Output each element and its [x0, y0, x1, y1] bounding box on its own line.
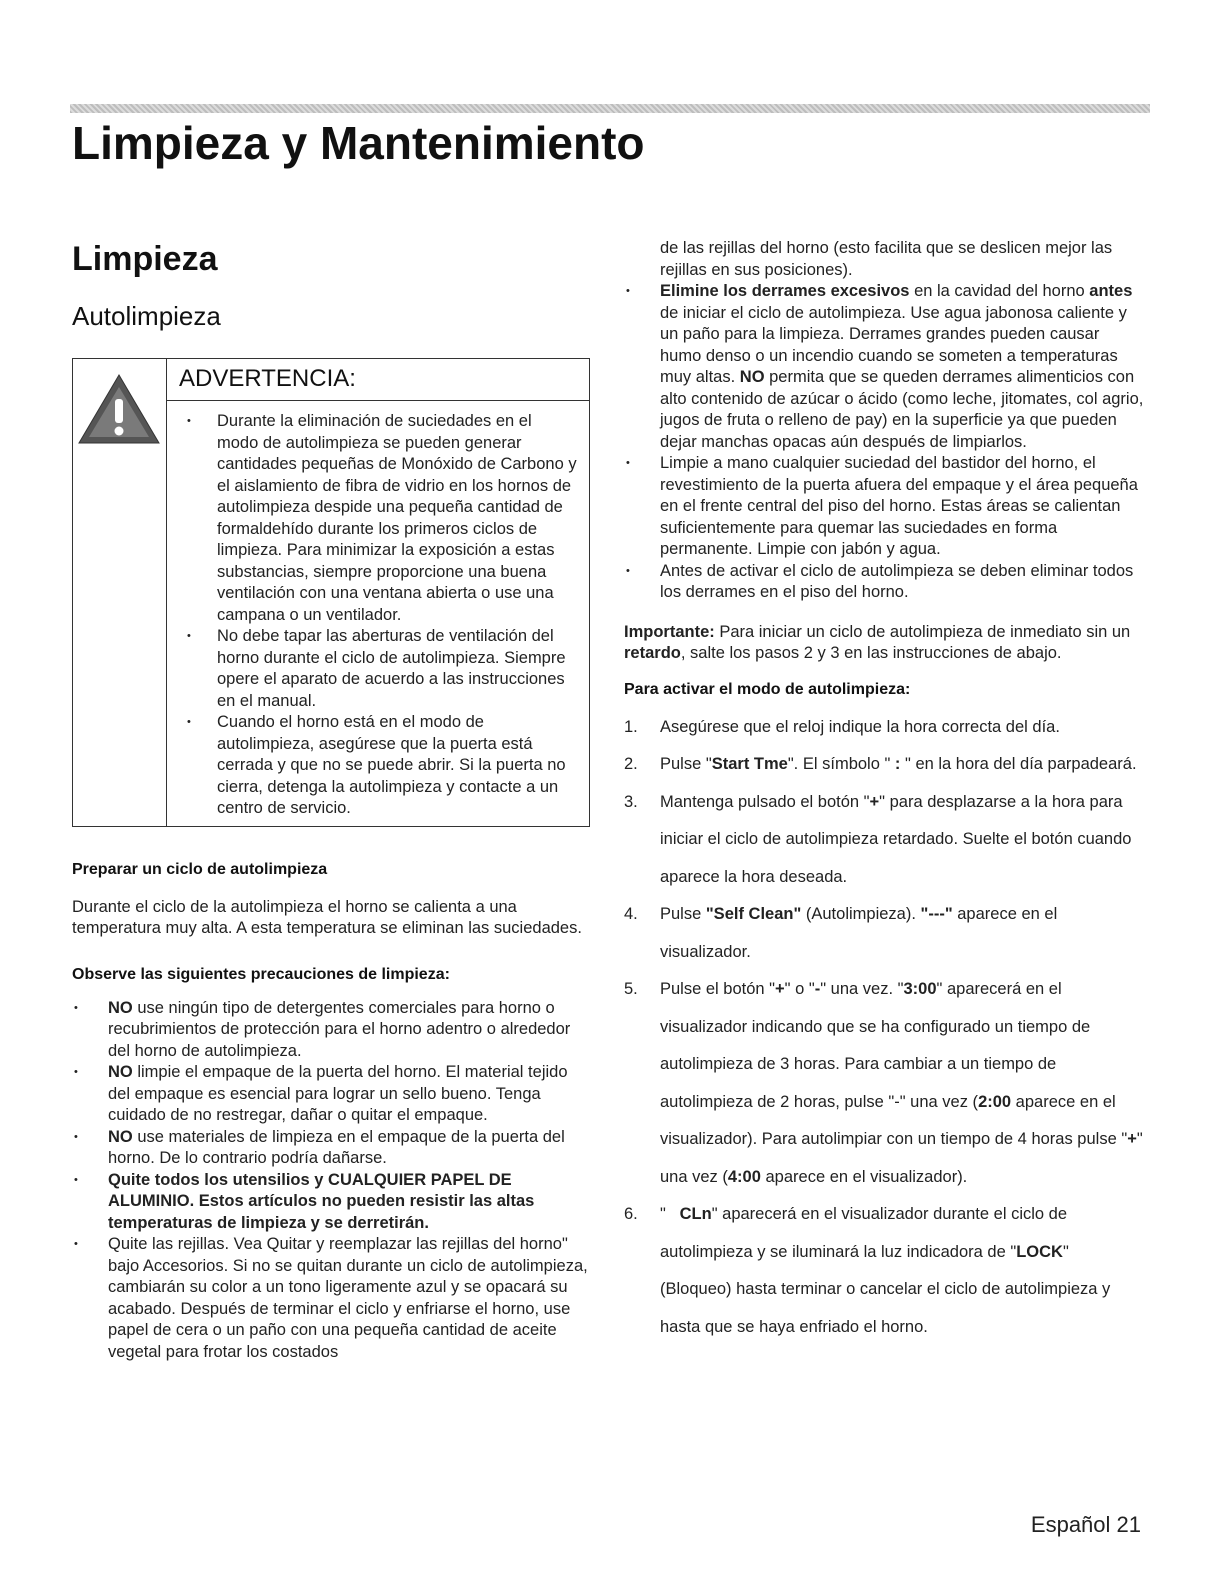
precaution-item	[72, 1234, 590, 1363]
precaution-item	[624, 281, 1144, 453]
precaution-item	[72, 1127, 590, 1170]
precaution-text: Quite todos los utensilios y CUALQUIER PAPEL DE ALUMINIO. Estos artículos no pueden resistir las altas temperaturas de limpieza y se derretirán.	[108, 1170, 535, 1232]
emphasis: NO	[108, 1063, 133, 1081]
warning-icon-cell	[73, 359, 167, 826]
activate-heading: Para activar el modo de autolimpieza:	[624, 680, 911, 698]
precaution-text: Quite las rejillas. Vea Quitar y reemplazar las rejillas del horno" bajo Accesorios. Si no se quitan durante un ciclo de autolimpieza, cambiarán su color a un tono ligeramente azul y se opacará su acabado. Después de terminar el ciclo y enfriarse el horno, use papel de cera o un paño con una pequeña cantidad de aceite vegetal para frotar los costados	[108, 1235, 588, 1361]
left-column	[72, 240, 590, 1363]
emphasis: Start Tme	[711, 755, 788, 773]
precaution-text: de iniciar el ciclo de autolimpieza. Use agua jabonosa caliente y un paño para la limpieza. Derrames grandes pueden causar humo denso o un incendio cuando se someten a temperaturas muy altas.	[660, 303, 1127, 386]
header-rule	[70, 104, 1150, 113]
step-item	[624, 896, 1144, 971]
precaution-text: permita que se queden derrames alimenticios con alto contenido de azúcar o ácido (como leche, jitomates, col agrio, jugos de fruta o relleno de pay) en la superficie ya que pueden dejar manchas opacas aún después de limpiarlos.	[660, 368, 1144, 451]
important-label: Importante:	[624, 622, 715, 641]
step-text: Mantenga pulsado el botón "	[660, 792, 870, 811]
step-text: Pulse "	[660, 755, 712, 773]
step-number: 3.	[624, 792, 638, 811]
prepare-text: Durante el ciclo de la autolimpieza el horno se calienta a una temperatura muy alta. A esta temperatura se eliminan las suciedades.	[72, 897, 582, 937]
warning-list	[167, 401, 589, 826]
step-text: aparece en el visualizador).	[760, 1167, 968, 1186]
step-item	[624, 1196, 1144, 1346]
step-text: Pulse	[660, 905, 706, 923]
emphasis: NO	[108, 1127, 133, 1146]
page-title: Limpieza y Mantenimiento	[72, 117, 645, 169]
step-text: " una vez (	[660, 1130, 1143, 1186]
step-text: "	[660, 1205, 680, 1223]
emphasis: "---"	[920, 905, 953, 923]
step-text: Asegúrese que el reloj indique la hora correcta del día.	[660, 717, 1060, 736]
warning-box	[72, 358, 590, 827]
important-text: , salte los pasos 2 y 3 en las instrucciones de abajo.	[680, 644, 1062, 662]
steps-list	[624, 709, 1144, 1347]
emphasis: +	[869, 792, 880, 811]
warning-body	[167, 359, 589, 826]
warning-item: • No debe tapar las aberturas de ventilación del horno durante el ciclo de autolimpieza. Siempre opere el aparato de acuerdo a las instrucciones en el manual.	[179, 626, 577, 712]
warning-item: • Durante la eliminación de suciedades en el modo de autolimpieza se pueden generar cantidades pequeñas de Monóxido de Carbono y el aislamiento de fibra de vidrio en los hornos de autolimpieza despide una pequeña cantidad de formaldehído durante los primeros ciclos de limpieza. Para minimizar la exposición a estas substancias, siempre proporcione una buena ventilación con una ventana abierta o use una campana o un ventilador.	[179, 411, 577, 626]
step-text: ". El símbolo "	[787, 755, 895, 773]
precaution-text: limpie el empaque de la puerta del horno. El material tejido del empaque es esencial para lograr un sello bueno. Tenga cuidado de no restregar, dañar o quitar el empaque.	[108, 1063, 568, 1124]
step-text: (Autolimpieza).	[801, 905, 921, 923]
emphasis: 2:00	[978, 1092, 1012, 1111]
step-text: " para desplazarse a la hora para iniciar el ciclo de autolimpieza retardado. Suelte el botón cuando aparece la hora deseada.	[660, 792, 1132, 886]
warning-triangle-icon	[73, 371, 166, 451]
emphasis: :	[894, 755, 901, 773]
step-number: 5.	[624, 980, 638, 998]
step-text: " en la hora del día parpadeará.	[900, 755, 1137, 773]
precaution-item	[72, 1170, 590, 1235]
step-item	[624, 709, 1144, 747]
emphasis: 3:00	[903, 980, 937, 998]
step-text: aparece en el visualizador.	[660, 905, 1058, 961]
important-text: Para iniciar un ciclo de autolimpieza de inmediato sin un	[714, 622, 1131, 641]
warning-item: • Cuando el horno está en el modo de autolimpieza, asegúrese que la puerta está cerrada y que no se puede abrir. Si la puerta no cierra, detenga la autolimpieza y contacte a un centro de servicio.	[179, 712, 577, 820]
section-title: Limpieza	[72, 240, 218, 278]
precaution-text: de las rejillas del horno (esto facilita que se deslicen mejor las rejillas en sus posiciones).	[660, 239, 1113, 279]
step-text: " aparecerá en el visualizador durante el ciclo de autolimpieza y se iluminará la luz indicadora de "	[660, 1205, 1068, 1261]
emphasis: NO	[108, 998, 133, 1017]
emphasis: 4:00	[727, 1167, 761, 1186]
emphasis: NO	[739, 368, 765, 386]
step-text: aparece en el visualizador). Para autolimpiar con un tiempo de 4 horas pulse "	[660, 1092, 1128, 1148]
step-item	[624, 784, 1144, 897]
step-text: " una vez. "	[820, 980, 904, 998]
step-item	[624, 746, 1144, 784]
emphasis: retardo	[624, 644, 681, 662]
precautions-list-cont	[624, 238, 1144, 604]
step-text: " o "	[784, 980, 815, 998]
precaution-item-cont	[624, 238, 1144, 281]
step-number: 6.	[624, 1205, 638, 1223]
precaution-item	[624, 561, 1144, 604]
step-text: Pulse el botón "	[660, 980, 776, 998]
page-footer: Español 21	[1030, 1512, 1141, 1537]
emphasis: +	[775, 980, 785, 998]
precaution-item	[72, 1062, 590, 1127]
right-column	[624, 238, 1144, 1346]
warning-heading: ADVERTENCIA:	[167, 359, 589, 401]
emphasis: +	[1127, 1130, 1137, 1148]
precautions-heading: Observe las siguientes precauciones de limpieza:	[72, 965, 450, 983]
precaution-text: use ningún tipo de detergentes comerciales para horno o recubrimientos de protección para el horno adentro o alrededor del horno de autolimpieza.	[108, 998, 571, 1060]
emphasis: LOCK	[1016, 1242, 1063, 1261]
precaution-text: en la cavidad del horno	[909, 282, 1090, 300]
step-item	[624, 971, 1144, 1196]
emphasis: antes	[1089, 282, 1133, 300]
precautions-list	[72, 998, 590, 1364]
step-text: " (Bloqueo) hasta terminar o cancelar el ciclo de autolimpieza y hasta que se haya enfriado el horno.	[660, 1242, 1111, 1336]
emphasis: -	[814, 980, 821, 998]
step-text: " aparecerá en el visualizador indicando que se ha configurado un tiempo de autolimpieza de 3 horas. Para cambiar a un tiempo de autolimpieza de 2 horas, pulse "-" una vez (	[660, 980, 1091, 1111]
precaution-text: use materiales de limpieza en el empaque de la puerta del horno. De lo contrario podría dañarse.	[108, 1127, 565, 1167]
important-note	[624, 622, 1144, 665]
emphasis: "Self Clean"	[705, 905, 802, 923]
precaution-text: Antes de activar el ciclo de autolimpieza se deben eliminar todos los derrames en el piso del horno.	[660, 561, 1134, 601]
emphasis: CLn	[679, 1205, 712, 1223]
step-number: 1.	[624, 717, 638, 736]
step-number: 4.	[624, 905, 638, 923]
prepare-heading: Preparar un ciclo de autolimpieza	[72, 860, 328, 878]
step-number: 2.	[624, 755, 638, 773]
emphasis: Elimine los derrames excesivos	[660, 282, 910, 300]
precaution-text: Limpie a mano cualquier suciedad del bastidor del horno, el revestimiento de la puerta afuera del empaque y el área pequeña en el frente central del piso del horno. Estas áreas se calientan suficientemente para quemar las suciedades en forma permanente. Limpie con jabón y agua.	[660, 454, 1138, 558]
subsection-title: Autolimpieza	[72, 301, 221, 331]
precaution-item	[72, 998, 590, 1063]
precaution-item	[624, 453, 1144, 561]
